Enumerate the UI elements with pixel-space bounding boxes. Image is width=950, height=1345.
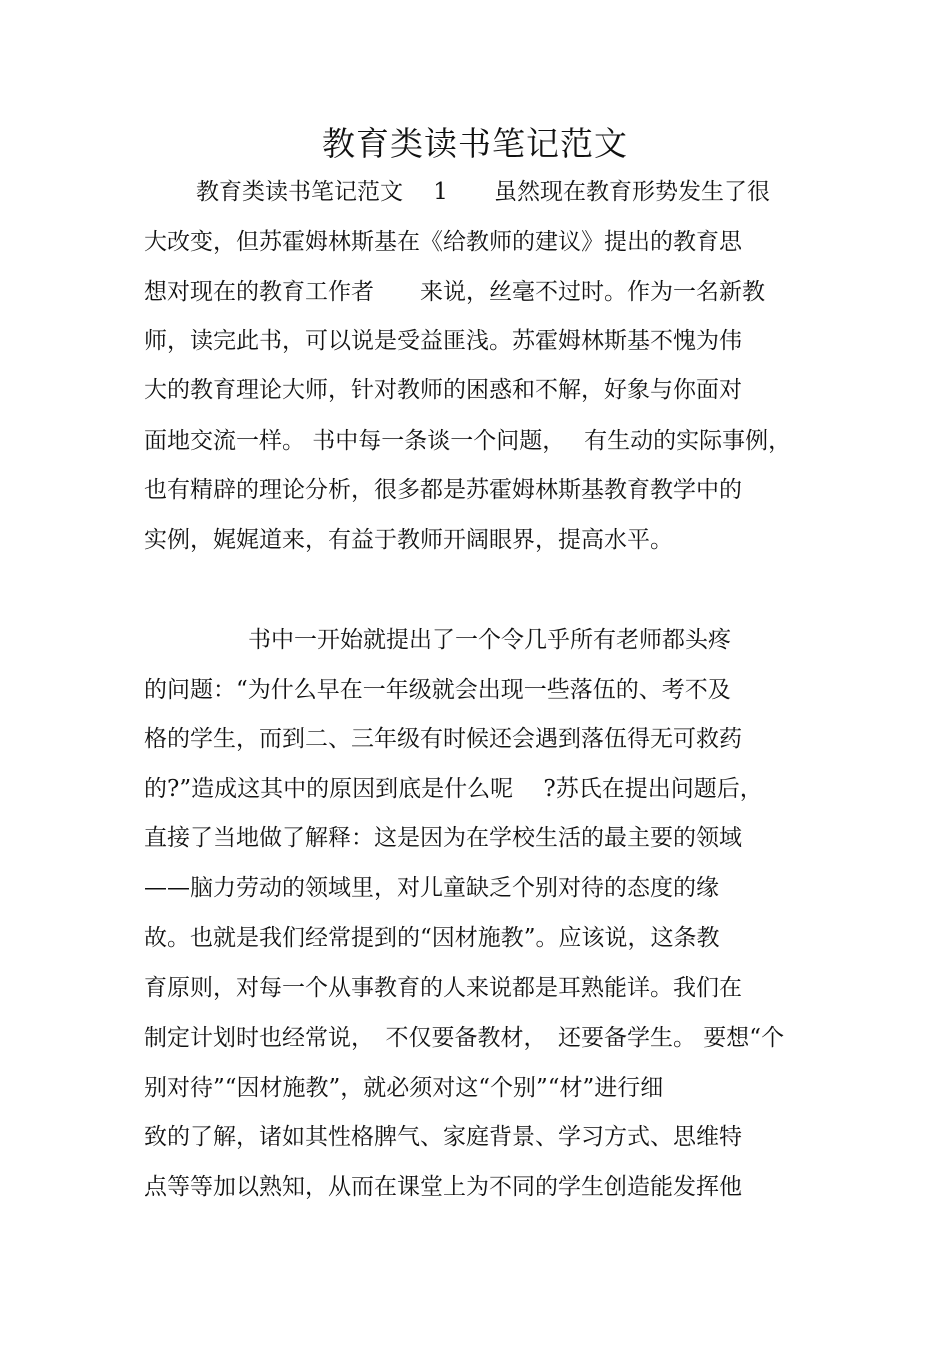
paragraph-2-line: 别对待”“因材施教”，就必须对这“个别”“材”进行细 <box>144 1075 664 1101</box>
paragraph-1-line: 也有精辟的理论分析，很多都是苏霍姆林斯基教育教学中的 <box>144 477 742 503</box>
paragraph-1-line: 师，读完此书，可以说是受益匪浅。苏霍姆林斯基不愧为伟 <box>144 328 742 354</box>
paragraph-1-line: 面地交流一样。 书中每一条谈一个问题， 有生动的实际事例， <box>144 428 792 454</box>
paragraph-1-line: 大的教育理论大师，针对教师的困惑和不解，好象与你面对 <box>144 377 742 403</box>
paragraph-2-line: 的?”造成这其中的原因到底是什么呢 ?苏氏在提出问题后， <box>144 776 763 802</box>
paragraph-2-line: 制定计划时也经常说， 不仅要备教材， 还要备学生。 要想“个 <box>144 1025 785 1051</box>
paragraph-2-line: ——脑力劳动的领域里，对儿童缺乏个别对待的态度的缘 <box>144 875 719 901</box>
paragraph-1-line: 教育类读书笔记范文 1 虽然现在教育形势发生了很 <box>196 179 770 205</box>
paragraph-2-line: 育原则，对每一个从事教育的人来说都是耳熟能详。我们在 <box>144 975 742 1001</box>
paragraph-2-line: 致的了解，诸如其性格脾气、家庭背景、学习方式、思维特 <box>144 1124 742 1150</box>
paragraph-2-line: 直接了当地做了解释：这是因为在学校生活的最主要的领域 <box>144 825 742 851</box>
paragraph-1-line: 想对现在的教育工作者 来说，丝毫不过时。作为一名新教 <box>144 279 765 305</box>
paragraph-2-line: 的问题：“为什么早在一年级就会出现一些落伍的、考不及 <box>144 677 731 703</box>
paragraph-2-line: 书中一开始就提出了一个令几乎所有老师都头疼 <box>248 627 731 653</box>
paragraph-2-line: 格的学生，而到二、三年级有时候还会遇到落伍得无可救药 <box>144 726 742 752</box>
paragraph-2-line: 点等等加以熟知，从而在课堂上为不同的学生创造能发挥他 <box>144 1174 742 1200</box>
paragraph-1-line: 实例，娓娓道来，有益于教师开阔眼界，提高水平。 <box>144 527 673 553</box>
document-title: 教育类读书笔记范文 <box>322 124 628 163</box>
paragraph-1-line: 大改变，但苏霍姆林斯基在《给教师的建议》提出的教育思 <box>144 229 742 255</box>
paragraph-2-line: 故。也就是我们经常提到的“因材施教”。应该说，这条教 <box>144 925 720 951</box>
